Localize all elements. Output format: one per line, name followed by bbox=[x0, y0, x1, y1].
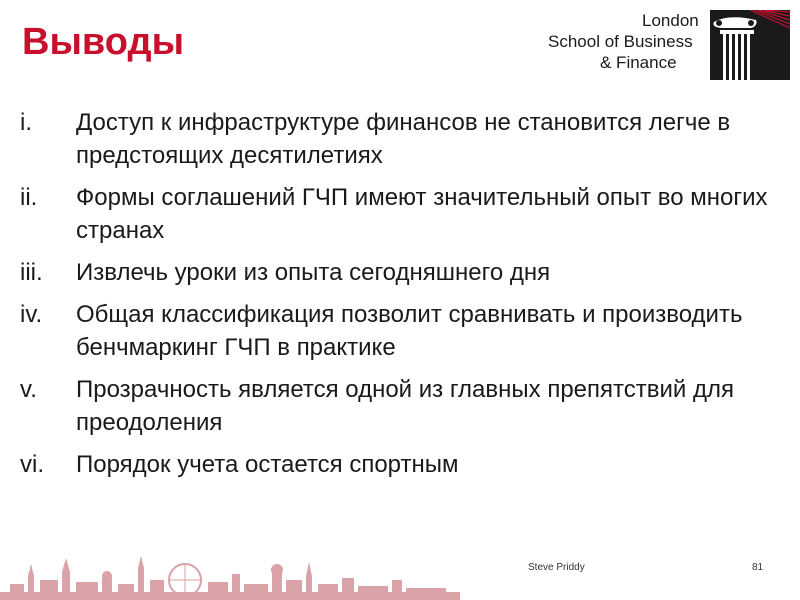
list-item-text: Общая классификация позволит сравнивать и производить бенчмаркинг ГЧП в практике bbox=[76, 301, 743, 361]
logo-line-1: London bbox=[642, 11, 699, 30]
list-item-number: vi. bbox=[20, 451, 44, 478]
list-item bbox=[20, 448, 780, 481]
list-item-text: Извлечь уроки из опыта сегодняшнего дня bbox=[76, 259, 551, 286]
list-item-number: ii. bbox=[20, 184, 38, 211]
footer-author: Steve Priddy bbox=[528, 562, 585, 573]
list-item bbox=[20, 181, 780, 247]
list-item bbox=[20, 373, 780, 439]
logo-text bbox=[548, 10, 708, 73]
list-item-number: iii. bbox=[20, 259, 43, 286]
list-item bbox=[20, 298, 780, 364]
school-logo bbox=[548, 10, 790, 80]
list-item-number: v. bbox=[20, 376, 37, 403]
classical-column-icon bbox=[710, 10, 790, 80]
list-item-text: Прозрачность является одной из главных препятствий для преодоления bbox=[76, 376, 734, 436]
london-skyline-icon bbox=[0, 550, 800, 600]
logo-line-2: School of Business bbox=[548, 32, 693, 51]
logo-line-3: & Finance bbox=[600, 53, 677, 72]
list-item-number: iv. bbox=[20, 301, 43, 328]
conclusions-list bbox=[20, 106, 780, 490]
slide-title: Выводы bbox=[22, 21, 185, 63]
list-item bbox=[20, 256, 780, 289]
list-item-text: Формы соглашений ГЧП имеют значительный опыт во многих странах bbox=[76, 184, 768, 244]
list-item bbox=[20, 106, 780, 172]
page-number: 81 bbox=[752, 562, 764, 573]
list-item-text: Порядок учета остается спортным bbox=[76, 451, 459, 478]
list-item-number: i. bbox=[20, 109, 32, 136]
list-item-text: Доступ к инфраструктуре финансов не становится легче в предстоящих десятилетиях bbox=[76, 109, 731, 169]
